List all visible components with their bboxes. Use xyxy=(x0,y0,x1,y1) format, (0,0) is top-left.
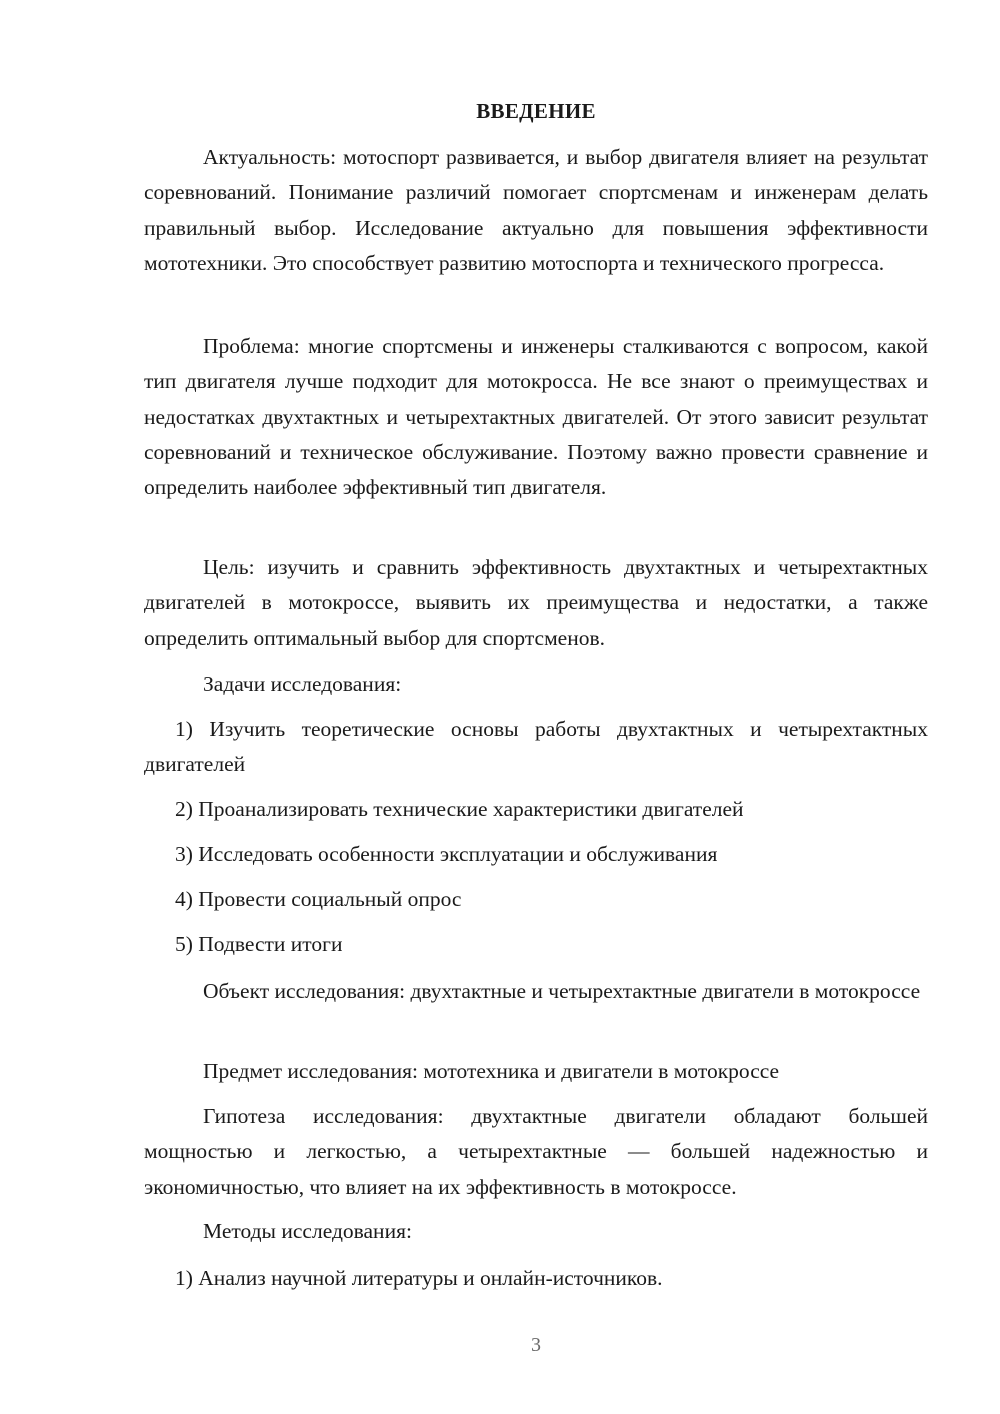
tasks-heading: Задачи исследования: xyxy=(203,672,402,696)
relevance-paragraph: Актуальность: мотоспорт развивается, и выбор двигателя влияет на результат соревнований. Понимание различий помогает спортсменам и инженерам делать правильный выбор. Исследование актуально для повышения эффективности мототехники. Это способствует развитию мотоспорта и технического прогресса. xyxy=(144,145,928,275)
problem-paragraph: Проблема: многие спортсмены и инженеры сталкиваются с вопросом, какой тип двигателя лучше подходит для мотокросса. Не все знают о преимуществах и недостатках двухтактных и четырехтактных двигателей. От этого зависит результат соревнований и техническое обслуживание. Поэтому важно провести сравнение и определить наиболее эффективный тип двигателя. xyxy=(144,334,928,500)
task-item: 3) Исследовать особенности эксплуатации и обслуживания xyxy=(175,842,718,866)
document-page xyxy=(144,0,928,1414)
task-item: 5) Подвести итоги xyxy=(175,932,343,956)
page-number: 3 xyxy=(531,1334,541,1356)
task-item: 2) Проанализировать технические характеристики двигателей xyxy=(175,797,744,821)
goal-paragraph: Цель: изучить и сравнить эффективность двухтактных и четырехтактных двигателей в мотокроссе, выявить их преимущества и недостатки, а также определить оптимальный выбор для спортсменов. xyxy=(144,555,928,650)
task-item: 4) Провести социальный опрос xyxy=(175,887,462,911)
section-title: ВВЕДЕНИЕ xyxy=(476,99,596,123)
methods-heading: Методы исследования: xyxy=(203,1219,412,1243)
hypothesis-paragraph: Гипотеза исследования: двухтактные двигатели обладают большей мощностью и легкостью, а четырехтактные — большей надежностью и экономичностью, что влияет на их эффективность в мотокроссе. xyxy=(144,1104,928,1199)
task-item: 1) Изучить теоретические основы работы двухтактных и четырехтактных двигателей xyxy=(144,717,928,777)
subject-paragraph: Предмет исследования: мототехника и двигатели в мотокроссе xyxy=(203,1059,780,1083)
method-item: 1) Анализ научной литературы и онлайн-источников. xyxy=(175,1266,663,1290)
object-paragraph: Объект исследования: двухтактные и четырехтактные двигатели в мотокроссе xyxy=(203,979,921,1003)
